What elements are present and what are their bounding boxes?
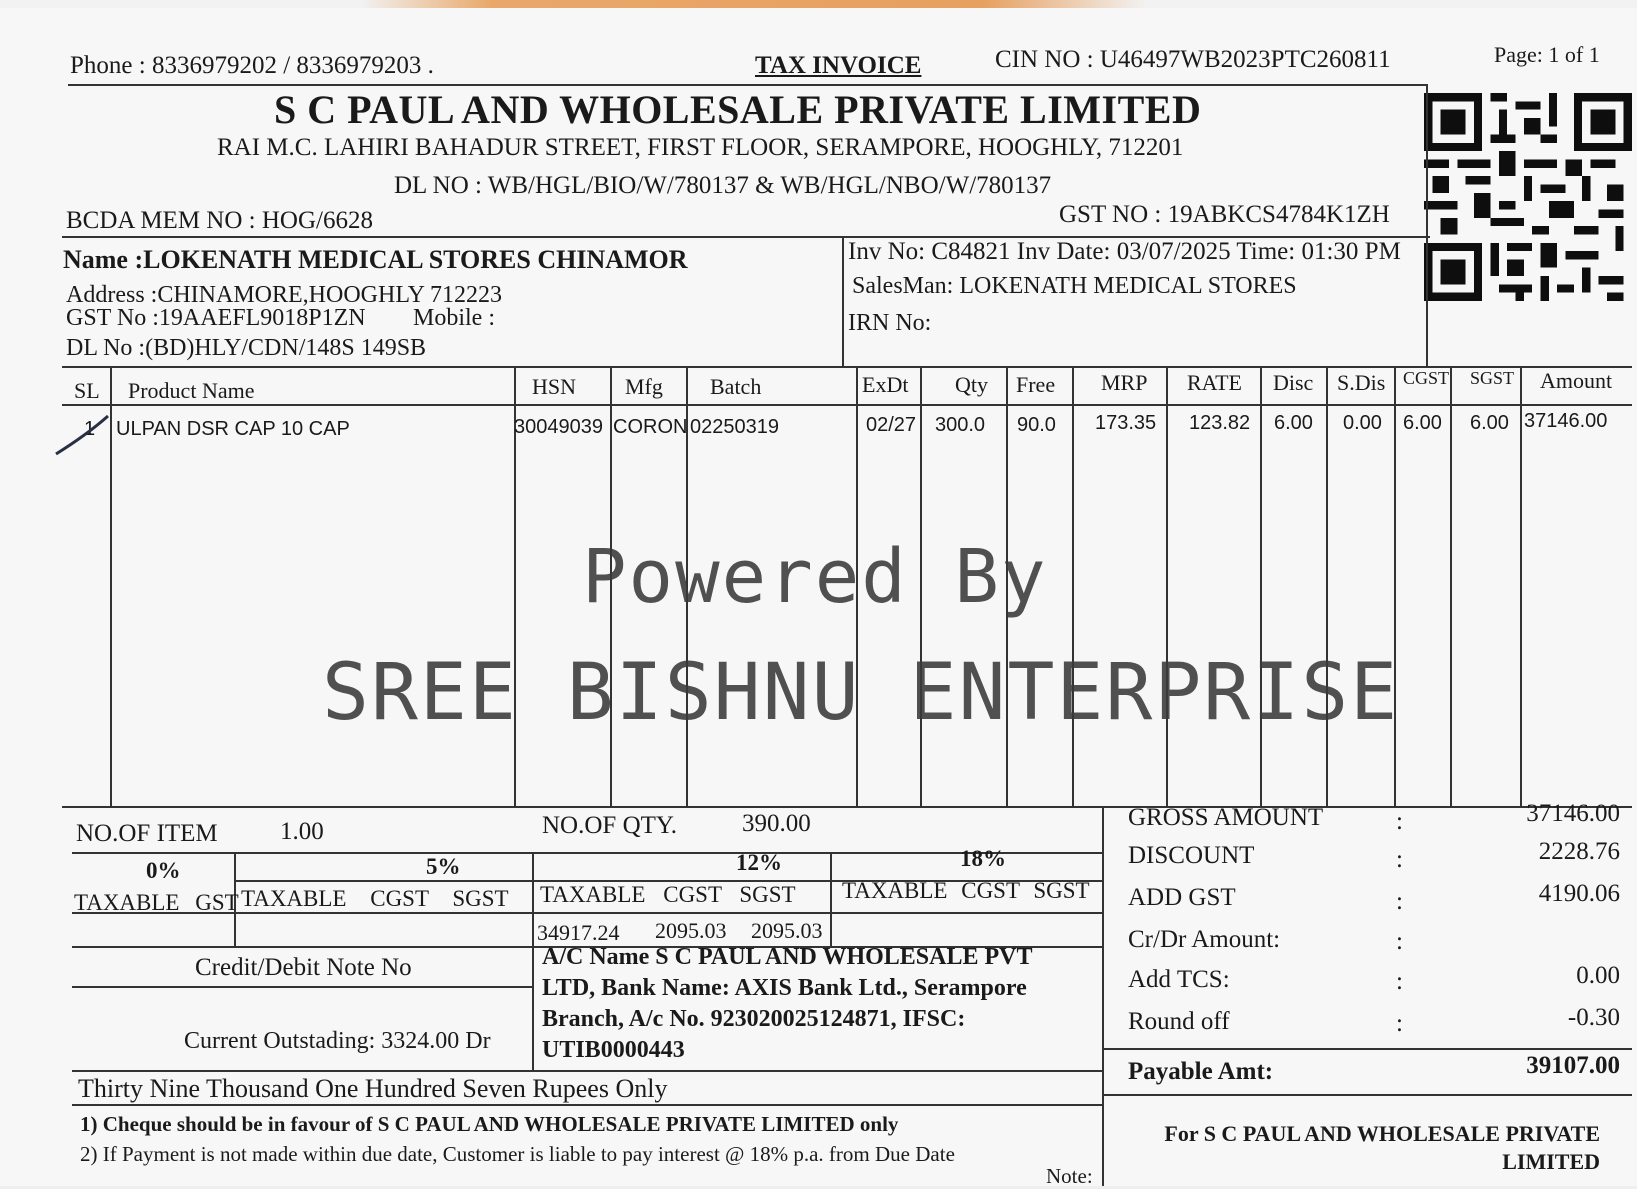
col-line: [1072, 366, 1074, 806]
row-rate: 123.82: [1189, 412, 1251, 434]
header-mfg: Mfg: [625, 374, 663, 399]
customer-address: Address :CHINAMORE,HOOGHLY 712223: [66, 282, 503, 308]
invoice-number-date: Inv No: C84821 Inv Date: 03/07/2025 Time: 01:30 PM: [848, 238, 1401, 265]
crdr-amount-colon: :: [1396, 928, 1403, 955]
gross-amount-value: 37146.00: [1526, 800, 1620, 827]
header-mrp: MRP: [1101, 370, 1148, 395]
qr-code-icon: [1424, 86, 1632, 308]
discount-value: 2228.76: [1538, 838, 1620, 865]
slab-col-line: [532, 852, 534, 1070]
add-gst-label: ADD GST: [1128, 884, 1236, 911]
customer-divider: [842, 238, 844, 366]
row-mrp: 173.35: [1095, 412, 1157, 434]
add-gst-value: 4190.06: [1538, 880, 1620, 907]
table-header-rule: [62, 404, 1632, 406]
header-exdt: ExDt: [862, 372, 909, 397]
row-sgst: 6.00: [1470, 412, 1509, 434]
header-qty: Qty: [955, 372, 988, 397]
irn-number: IRN No:: [848, 310, 932, 336]
header-cgst: CGST: [1403, 368, 1450, 388]
row-cgst: 6.00: [1403, 412, 1442, 434]
gross-amount-label: GROSS AMOUNT: [1128, 804, 1324, 831]
row-sdis: 0.00: [1343, 412, 1382, 434]
cgst-12: 2095.03: [655, 918, 727, 943]
row-mfg: CORON: [613, 416, 688, 438]
header-rate: RATE: [1187, 370, 1242, 395]
round-off-value: -0.30: [1567, 1004, 1620, 1031]
doc-type: TAX INVOICE: [755, 52, 922, 79]
col-line: [1520, 366, 1522, 806]
tick-mark-icon: [52, 410, 112, 460]
customer-name: Name :LOKENATH MEDICAL STORES CHINAMOR: [63, 245, 688, 274]
row-product-name: ULPAN DSR CAP 10 CAP: [116, 418, 350, 440]
bank-details: A/C Name S C PAUL AND WHOLESALE PVT LTD, Bank Name: AXIS Bank Ltd., Serampore Branch, A/c No. 923020025124871, IFSC: UTIB0000443: [542, 944, 1033, 1063]
header-product-name: Product Name: [128, 378, 255, 403]
col-line: [1450, 366, 1452, 806]
col-line: [1326, 366, 1328, 806]
slab-5-subheader: TAXABLE CGST SGST: [241, 886, 509, 911]
add-tcs-value: 0.00: [1576, 962, 1620, 989]
gross-amount-colon: :: [1396, 808, 1403, 835]
payable-amount-value: 39107.00: [1526, 1052, 1620, 1079]
slab-col-line: [830, 852, 832, 946]
header-batch: Batch: [710, 374, 762, 399]
row-batch: 02250319: [690, 416, 779, 438]
row-hsn: 30049039: [514, 416, 603, 438]
watermark-powered-by: Powered By: [582, 534, 1048, 620]
row-free: 90.0: [1017, 414, 1056, 436]
watermark-enterprise: SREE BISHNU ENTERPRISE: [322, 648, 1400, 738]
round-off-label: Round off: [1128, 1008, 1230, 1035]
customer-gst: GST No :19AAEFL9018P1ZN: [66, 305, 366, 331]
slab-5: 5%: [426, 854, 461, 879]
note-interest: 2) If Payment is not made within due date, Customer is liable to pay interest @ 18% p.a. from Due Date: [80, 1142, 955, 1166]
taxable-12: 34917.24: [537, 920, 620, 945]
slab-12: 12%: [736, 850, 782, 875]
add-gst-colon: :: [1396, 888, 1403, 915]
company-gst-number: GST NO : 19ABKCS4784K1ZH: [1059, 201, 1390, 228]
slab-0-subheader: TAXABLE GST: [74, 890, 239, 915]
amount-in-words: Thirty Nine Thousand One Hundred Seven Rupees Only: [78, 1074, 668, 1103]
slab-top-rule: [72, 852, 1102, 854]
row-disc: 6.00: [1274, 412, 1313, 434]
table-top-rule: [62, 366, 1632, 368]
no-of-qty-value: 390.00: [742, 810, 811, 837]
header-sl: SL: [74, 378, 100, 403]
payable-bottom-rule: [1102, 1094, 1632, 1096]
words-top-rule: [72, 1070, 1102, 1072]
current-outstanding: Current Outstading: 3324.00 Dr: [184, 1028, 491, 1054]
round-off-colon: :: [1396, 1010, 1403, 1037]
payable-amount-label: Payable Amt:: [1128, 1058, 1274, 1085]
no-of-item-label: NO.OF ITEM: [76, 820, 218, 847]
page-number: Page: 1 of 1: [1494, 42, 1600, 67]
header-amount: Amount: [1540, 368, 1613, 393]
slab-18-subheader: TAXABLE CGST SGST: [842, 878, 1090, 903]
slab-0: 0%: [146, 858, 181, 883]
row-sl: 1: [84, 418, 96, 440]
customer-mobile: Mobile :: [413, 305, 495, 331]
slab-18: 18%: [960, 846, 1006, 871]
slab-12-subheader: TAXABLE CGST SGST: [540, 882, 796, 907]
header-disc: Disc: [1273, 370, 1314, 395]
col-line: [1166, 366, 1168, 806]
discount-label: DISCOUNT: [1128, 842, 1255, 869]
no-of-item-value: 1.00: [280, 818, 324, 845]
row-exdt: 02/27: [866, 414, 917, 436]
salesman: SalesMan: LOKENATH MEDICAL STORES: [852, 273, 1297, 299]
col-line: [1394, 366, 1396, 806]
note-cheque: 1) Cheque should be in favour of S C PAUL AND WHOLESALE PRIVATE LIMITED only: [80, 1112, 899, 1136]
company-name: S C PAUL AND WHOLESALE PRIVATE LIMITED: [274, 87, 1202, 132]
row-amount: 37146.00: [1524, 410, 1608, 432]
totals-divider: [1102, 806, 1104, 1186]
header-free: Free: [1016, 372, 1056, 397]
crdr-amount-label: Cr/Dr Amount:: [1128, 926, 1281, 953]
row-qty: 300.0: [935, 414, 986, 436]
cin-number: CIN NO : U46497WB2023PTC260811: [995, 46, 1391, 73]
phone-line: Phone : 8336979202 / 8336979203 .: [70, 52, 434, 79]
company-address: RAI M.C. LAHIRI BAHADUR STREET, FIRST FLOOR, SERAMPORE, HOOGHLY, 712201: [217, 134, 1184, 161]
credit-note-rule: [72, 986, 532, 988]
company-dl-number: DL NO : WB/HGL/BIO/W/780137 & WB/HGL/NBO/W/780137: [394, 172, 1052, 199]
header-sdis: S.Dis: [1337, 370, 1386, 395]
payable-top-rule: [1102, 1048, 1632, 1050]
bcda-number: BCDA MEM NO : HOG/6628: [66, 207, 373, 234]
signature-for: For S C PAUL AND WHOLESALE PRIVATE LIMITED: [1164, 1121, 1600, 1174]
discount-colon: :: [1396, 846, 1403, 873]
no-of-qty-label: NO.OF QTY.: [542, 812, 677, 839]
add-tcs-label: Add TCS:: [1128, 966, 1230, 993]
header-sgst: SGST: [1470, 368, 1515, 388]
note-label: Note:: [1046, 1164, 1093, 1188]
sgst-12: 2095.03: [751, 918, 823, 943]
credit-debit-note: Credit/Debit Note No: [195, 954, 412, 981]
words-bottom-rule: [72, 1104, 1102, 1106]
header-hsn: HSN: [532, 374, 577, 399]
customer-dl: DL No :(BD)HLY/CDN/148S 149SB: [66, 335, 427, 361]
add-tcs-colon: :: [1396, 968, 1403, 995]
qr-divider: [1426, 84, 1428, 366]
col-line: [1260, 366, 1262, 806]
